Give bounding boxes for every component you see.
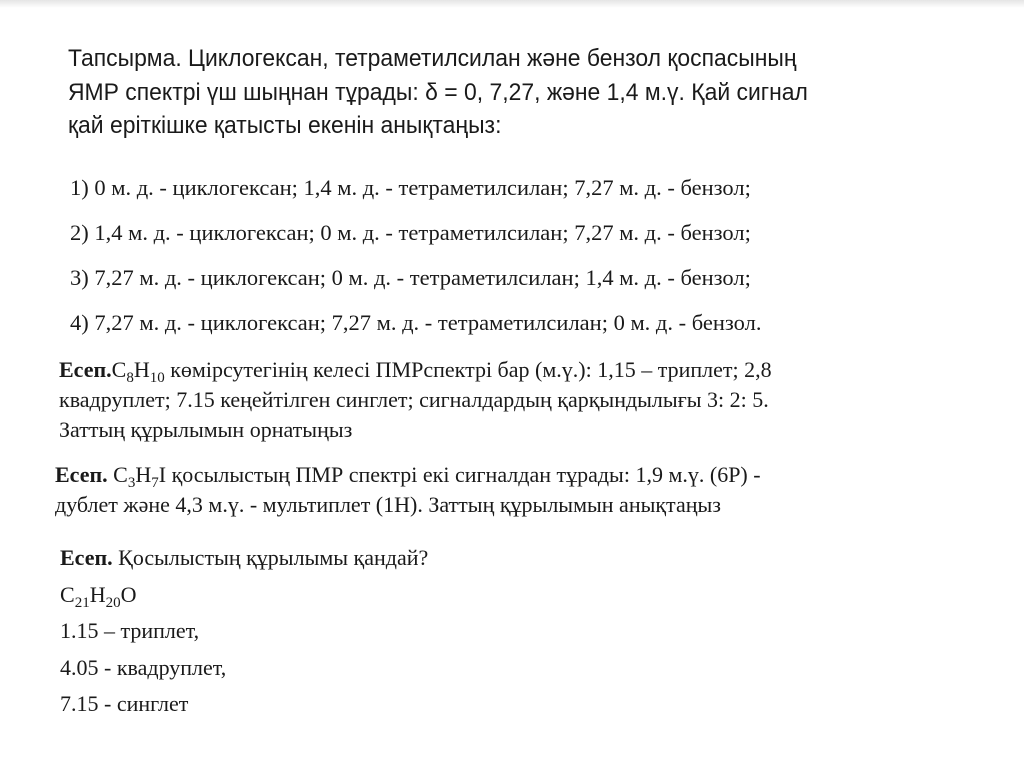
task-line-1: Тапсырма. Циклогексан, тетраметилсилан және бензол қоспасының — [68, 45, 797, 72]
problem-3 — [60, 540, 428, 723]
problem-3-question: Қосылыстың құрылымы қандай? — [112, 545, 429, 570]
problem-2-line-2: дублет және 4,3 м.ү. - мультиплет (1Н). Заттың құрылымын анықтаңыз — [55, 492, 721, 517]
formula-h: H — [133, 357, 150, 382]
formula-c: C — [107, 462, 128, 487]
problem-1-line-1-text: көмірсутегінің келесі ПМРспектрі бар (м.ү.): 1,15 – триплет; 2,8 — [164, 357, 772, 382]
problem-2-label: Есеп. — [55, 462, 108, 487]
formula-h-count: 20 — [105, 594, 121, 611]
formula-h: H — [135, 462, 152, 487]
problem-1-label: Есеп. — [59, 357, 112, 382]
problem-1 — [59, 355, 772, 445]
option-3: 3) 7,27 м. д. - циклогексан; 0 м. д. - тетраметилсилан; 1,4 м. д. - бензол; — [70, 265, 751, 290]
formula-h-count: 10 — [149, 370, 165, 386]
formula-c-count: 8 — [126, 370, 134, 386]
formula-rest: I — [158, 462, 167, 487]
formula-h: H — [89, 581, 106, 607]
task-line-2: ЯМР спектрі үш шыңнан тұрады: δ = 0, 7,27, және 1,4 м.ү. Қай сигнал — [68, 78, 808, 106]
problem-1-line-1 — [59, 355, 772, 385]
formula-h-count: 7 — [151, 475, 159, 491]
task-statement — [68, 42, 843, 143]
signal-3: 7.15 - синглет — [60, 691, 189, 716]
problem-2-line-1 — [55, 460, 761, 490]
problem-2-line-1-text: қосылыстың ПМР спектрі екі сигналдан тұрады: 1,9 м.ү. (6Р) - — [166, 462, 761, 487]
formula-c-count: 21 — [74, 594, 90, 611]
option-4: 4) 7,27 м. д. - циклогексан; 7,27 м. д. - тетраметилсилан; 0 м. д. - бензол. — [70, 310, 762, 335]
signal-1: 1.15 – триплет, — [60, 618, 200, 643]
top-shadow — [0, 0, 1024, 8]
option-2: 2) 1,4 м. д. - циклогексан; 0 м. д. - тетраметилсилан; 7,27 м. д. - бензол; — [70, 220, 751, 245]
formula-c-count: 3 — [127, 475, 136, 491]
problem-3-label: Есеп. — [60, 545, 113, 570]
formula-c: C — [60, 581, 75, 607]
problem-2 — [55, 460, 761, 520]
problem-1-line-3: Заттың құрылымын орнатыңыз — [59, 417, 353, 442]
problem-1-line-2: квадруплет; 7.15 кеңейтілген синглет; сигналдардың қарқындылығы 3: 2: 5. — [59, 387, 769, 412]
option-1: 1) 0 м. д. - циклогексан; 1,4 м. д. - тетраметилсилан; 7,27 м. д. - бензол; — [70, 175, 751, 200]
formula-c: C — [111, 357, 127, 382]
problem-3-line-1 — [60, 540, 428, 577]
task-line-3: қай еріткішке қатысты екенін анықтаңыз: — [68, 112, 502, 139]
signal-2: 4.05 - квадруплет, — [60, 654, 227, 680]
answer-options — [70, 165, 762, 345]
problem-3-formula — [60, 577, 428, 614]
formula-rest: O — [120, 581, 137, 607]
